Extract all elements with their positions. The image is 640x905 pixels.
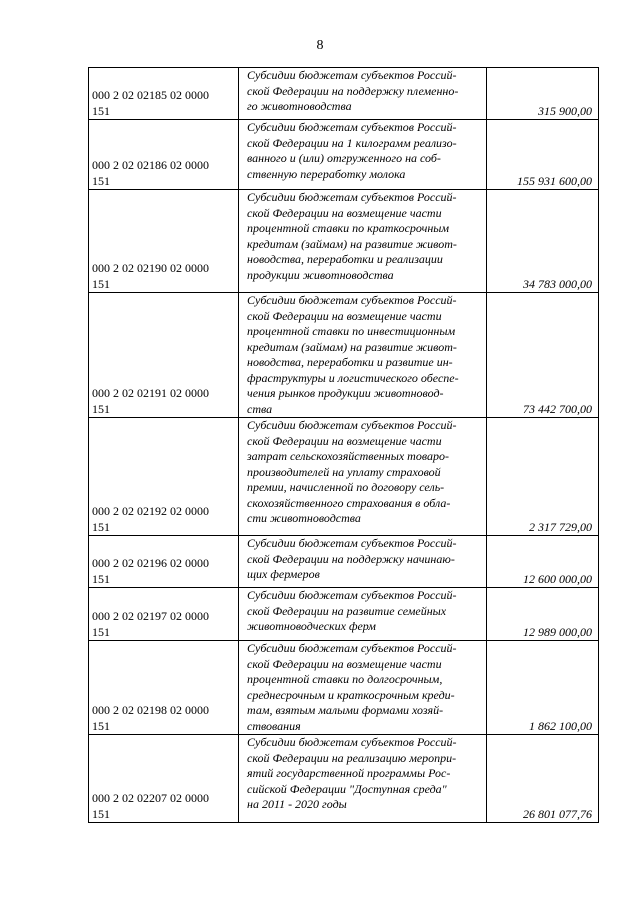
budget-code: 000 2 02 02198 02 0000 151 — [89, 641, 239, 735]
budget-code: 000 2 02 02191 02 0000 151 — [89, 293, 239, 418]
table-row — [89, 293, 599, 418]
row-description: Субсидии бюджетам субъектов Россий- ской Федерации на реализацию меропри- ятий государственной программы Рос- сийской Федерации "Доступная среда" на 2011 - 2020 годы — [239, 735, 487, 823]
table-row — [89, 588, 599, 641]
budget-code: 000 2 02 02186 02 0000 151 — [89, 120, 239, 190]
budget-table — [88, 67, 599, 823]
row-amount: 155 931 600,00 — [487, 120, 599, 190]
row-amount: 315 900,00 — [487, 68, 599, 120]
table-row — [89, 641, 599, 735]
row-amount: 26 801 077,76 — [487, 735, 599, 823]
page-number: 8 — [316, 38, 324, 53]
row-amount: 2 317 729,00 — [487, 418, 599, 536]
budget-code: 000 2 02 02190 02 0000 151 — [89, 190, 239, 293]
row-description: Субсидии бюджетам субъектов Россий- ской Федерации на 1 килограмм реализо- ванного и (или) отгруженного на соб- ственную переработку молока — [239, 120, 487, 190]
budget-code: 000 2 02 02192 02 0000 151 — [89, 418, 239, 536]
row-amount: 34 783 000,00 — [487, 190, 599, 293]
table-row — [89, 418, 599, 536]
row-amount: 1 862 100,00 — [487, 641, 599, 735]
row-description: Субсидии бюджетам субъектов Россий- ской Федерации на поддержку начинаю- щих фермеров — [239, 536, 487, 588]
table-row — [89, 536, 599, 588]
table-row — [89, 190, 599, 293]
row-description: Субсидии бюджетам субъектов Россий- ской Федерации на развитие семейных животноводческих ферм — [239, 588, 487, 641]
row-amount: 12 600 000,00 — [487, 536, 599, 588]
table-row — [89, 120, 599, 190]
budget-code: 000 2 02 02185 02 0000 151 — [89, 68, 239, 120]
row-description: Субсидии бюджетам субъектов Россий- ской Федерации на возмещение части процентной ставки по долгосрочным, среднесрочным и краткосрочным креди- там, взятым малыми формами хозяй- ствования — [239, 641, 487, 735]
table-row — [89, 68, 599, 120]
budget-code: 000 2 02 02207 02 0000 151 — [89, 735, 239, 823]
row-description: Субсидии бюджетам субъектов Россий- ской Федерации на возмещение части процентной ставки по инвестиционным кредитам (займам) на развитие живот- новодства, переработки и развитие ин- фраструктуры и логистического обеспе- чения рынков продукции животновод- ства — [239, 293, 487, 418]
table-row — [89, 735, 599, 823]
row-description: Субсидии бюджетам субъектов Россий- ской Федерации на возмещение части затрат сельскохозяйственных товаро- производителей на уплату страховой премии, начисленной по договору сель- скохозяйственного страхования в обла- сти животноводства — [239, 418, 487, 536]
row-amount: 12 989 000,00 — [487, 588, 599, 641]
row-description: Субсидии бюджетам субъектов Россий- ской Федерации на поддержку племенно- го животноводства — [239, 68, 487, 120]
budget-code: 000 2 02 02197 02 0000 151 — [89, 588, 239, 641]
row-description: Субсидии бюджетам субъектов Россий- ской Федерации на возмещение части процентной ставки по краткосрочным кредитам (займам) на развитие живот- новодства, переработки и реализации продукции животноводства — [239, 190, 487, 293]
budget-code: 000 2 02 02196 02 0000 151 — [89, 536, 239, 588]
row-amount: 73 442 700,00 — [487, 293, 599, 418]
